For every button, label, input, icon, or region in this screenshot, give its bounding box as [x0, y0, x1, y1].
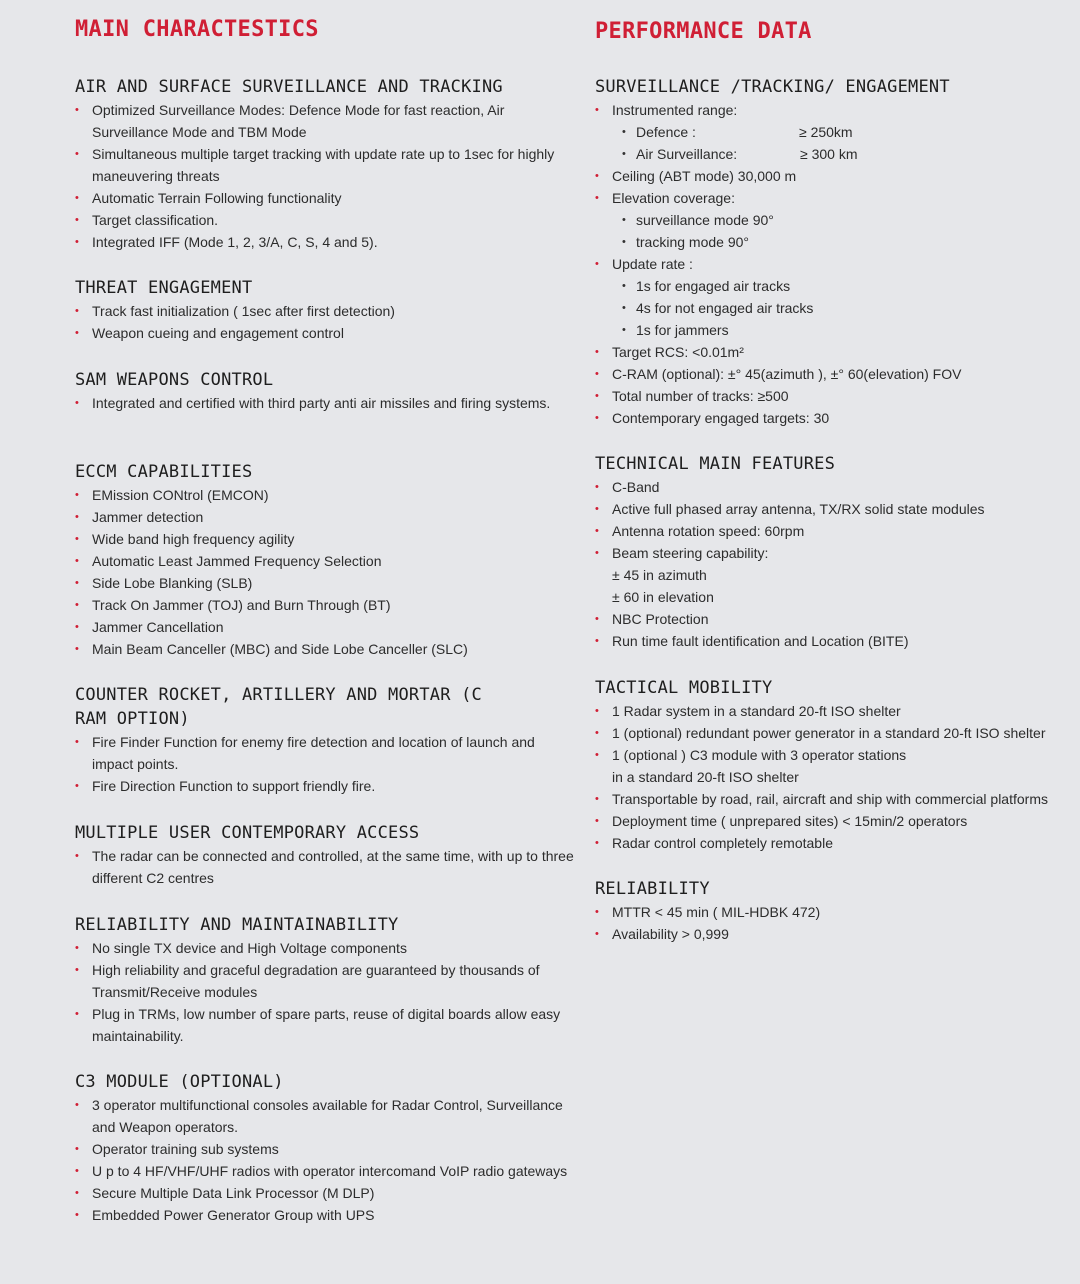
section-threat-engagement — [75, 276, 575, 344]
list-item: • Run time fault identification and Location (BITE) — [595, 630, 1077, 652]
list-item: • Operator training sub systems — [75, 1138, 575, 1160]
sub-item: • tracking mode 90° — [595, 231, 1077, 253]
section-reliability — [595, 877, 1077, 945]
section-title: COUNTER ROCKET, ARTILLERY AND MORTAR (C RAM OPTION) — [75, 685, 482, 729]
list-item: • 3 operator multifunctional consoles available for Radar Control, Surveillance and Weapon operators. — [75, 1094, 575, 1138]
section-counter-rocket-cram — [75, 683, 495, 731]
section-technical-main-features — [595, 452, 1077, 652]
section-reliability-maintainability — [75, 913, 575, 1047]
list-item: • Integrated and certified with third party anti air missiles and firing systems. — [75, 392, 575, 414]
list-item: • No single TX device and High Voltage components — [75, 937, 575, 959]
section-c3-module — [75, 1070, 575, 1226]
list-item: • C-Band — [595, 476, 1077, 498]
section-title: C3 MODULE (OPTIONAL) — [75, 1072, 284, 1092]
list-item: • Elevation coverage: — [595, 187, 1077, 209]
section-surveillance-tracking-engagement — [595, 75, 1077, 429]
list-item: • Instrumented range: — [595, 99, 1077, 121]
section-tactical-mobility — [595, 676, 1077, 854]
section-air-surface-surveillance — [75, 75, 575, 253]
bullet-list — [595, 99, 1077, 429]
sub-item: • 1s for jammers — [595, 319, 1077, 341]
list-item: • Fire Direction Function to support friendly fire. — [75, 775, 575, 797]
sub-item: ± 45 in azimuth — [612, 567, 707, 583]
bullet-list — [75, 392, 575, 414]
list-item: • Contemporary engaged targets: 30 — [595, 407, 1077, 429]
bullet-list — [75, 300, 575, 344]
list-item: • Track On Jammer (TOJ) and Burn Through (BT) — [75, 594, 575, 616]
spec-value: ≥ 250km — [799, 124, 853, 140]
list-item: • Side Lobe Blanking (SLB) — [75, 572, 575, 594]
section-title: ECCM CAPABILITIES — [75, 462, 253, 482]
list-item: • Embedded Power Generator Group with UPS — [75, 1204, 575, 1226]
list-item: • C-RAM (optional): ±° 45(azimuth ), ±° 60(elevation) FOV — [595, 363, 1077, 385]
list-item: • U p to 4 HF/VHF/UHF radios with operator intercomand VoIP radio gateways — [75, 1160, 575, 1182]
list-item: • Ceiling (ABT mode) 30,000 m — [595, 165, 1077, 187]
list-item: • Availability > 0,999 — [595, 923, 1077, 945]
spec-label: Defence : — [636, 124, 696, 140]
list-item: • Secure Multiple Data Link Processor (M DLP) — [75, 1182, 575, 1204]
section-sam-weapons-control — [75, 368, 575, 414]
list-item: • Transportable by road, rail, aircraft and ship with commercial platforms — [595, 788, 1077, 810]
list-item: • Beam steering capability: — [595, 542, 1077, 564]
list-item: • NBC Protection — [595, 608, 1077, 630]
list-item: • Automatic Terrain Following functionality — [75, 187, 575, 209]
list-item: • 1 (optional ) C3 module with 3 operator stations — [595, 744, 1077, 766]
bullet-list — [595, 901, 1077, 945]
list-item: • Track fast initialization ( 1sec after first detection) — [75, 300, 575, 322]
bullet-list — [75, 1094, 575, 1226]
bullet-list — [595, 700, 1077, 854]
bullet-list — [75, 731, 575, 797]
spec-label: Air Surveillance: — [636, 146, 738, 162]
list-item: • Radar control completely remotable — [595, 832, 1077, 854]
list-item: • Fire Finder Function for enemy fire detection and location of launch and impact points. — [75, 731, 575, 775]
list-item: • Main Beam Canceller (MBC) and Side Lobe Canceller (SLC) — [75, 638, 575, 660]
section-title: MULTIPLE USER CONTEMPORARY ACCESS — [75, 823, 420, 843]
section-title: TECHNICAL MAIN FEATURES — [595, 454, 836, 474]
list-item: • Jammer detection — [75, 506, 575, 528]
list-item: • The radar can be connected and controlled, at the same time, with up to three different C2 centres — [75, 845, 575, 889]
list-item: • Simultaneous multiple target tracking with update rate up to 1sec for highly maneuvering threats — [75, 143, 575, 187]
spec-value: ≥ 300 km — [800, 146, 858, 162]
list-item: • 1 (optional) redundant power generator in a standard 20-ft ISO shelter — [595, 722, 1077, 744]
section-title: RELIABILITY — [595, 879, 710, 899]
list-item: • Jammer Cancellation — [75, 616, 575, 638]
list-item: • Optimized Surveillance Modes: Defence Mode for fast reaction, Air Surveillance Mode and TBM Mode — [75, 99, 575, 143]
list-item: • MTTR < 45 min ( MIL-HDBK 472) — [595, 901, 1077, 923]
section-title: TACTICAL MOBILITY — [595, 678, 773, 698]
section-counter-rocket-cram-list — [75, 731, 575, 797]
list-item: • Antenna rotation speed: 60rpm — [595, 520, 1077, 542]
section-eccm-capabilities — [75, 460, 575, 660]
list-item: • Target RCS: <0.01m² — [595, 341, 1077, 363]
list-item: • Active full phased array antenna, TX/RX solid state modules — [595, 498, 1077, 520]
list-item: • Integrated IFF (Mode 1, 2, 3/A, C, S, 4 and 5). — [75, 231, 575, 253]
list-item: • 1 Radar system in a standard 20-ft ISO shelter — [595, 700, 1077, 722]
section-multiple-user-access — [75, 821, 575, 889]
sub-item-air-surveillance — [595, 143, 1077, 165]
sub-item-defence — [595, 121, 1077, 143]
section-title: RELIABILITY AND MAINTAINABILITY — [75, 915, 399, 935]
section-title: SAM WEAPONS CONTROL — [75, 370, 274, 390]
sub-item: • 1s for engaged air tracks — [595, 275, 1077, 297]
list-item: • Automatic Least Jammed Frequency Selection — [75, 550, 575, 572]
performance-data-title: PERFORMANCE DATA — [595, 19, 812, 44]
list-item-continuation: in a standard 20-ft ISO shelter — [612, 769, 799, 785]
bullet-list — [75, 484, 575, 660]
list-item: • Plug in TRMs, low number of spare parts, reuse of digital boards allow easy maintainability. — [75, 1003, 575, 1047]
bullet-list — [75, 937, 575, 1047]
bullet-list — [595, 476, 1077, 652]
list-item: • Total number of tracks: ≥500 — [595, 385, 1077, 407]
section-title: SURVEILLANCE /TRACKING/ ENGAGEMENT — [595, 77, 950, 97]
list-item: • Target classification. — [75, 209, 575, 231]
bullet-list — [75, 845, 575, 889]
sub-item: • surveillance mode 90° — [595, 209, 1077, 231]
list-item: • Update rate : — [595, 253, 1077, 275]
sub-item: ± 60 in elevation — [612, 589, 714, 605]
list-item: • Wide band high frequency agility — [75, 528, 575, 550]
sub-item: • 4s for not engaged air tracks — [595, 297, 1077, 319]
section-title: AIR AND SURFACE SURVEILLANCE AND TRACKING — [75, 77, 503, 97]
section-title: THREAT ENGAGEMENT — [75, 278, 253, 298]
list-item: • Deployment time ( unprepared sites) < 15min/2 operators — [595, 810, 1077, 832]
list-item: • Weapon cueing and engagement control — [75, 322, 575, 344]
list-item: • EMission CONtrol (EMCON) — [75, 484, 575, 506]
list-item: • High reliability and graceful degradation are guaranteed by thousands of Transmit/Receive modules — [75, 959, 575, 1003]
bullet-list — [75, 99, 575, 253]
main-characteristics-title: MAIN CHARACTESTICS — [75, 17, 319, 42]
